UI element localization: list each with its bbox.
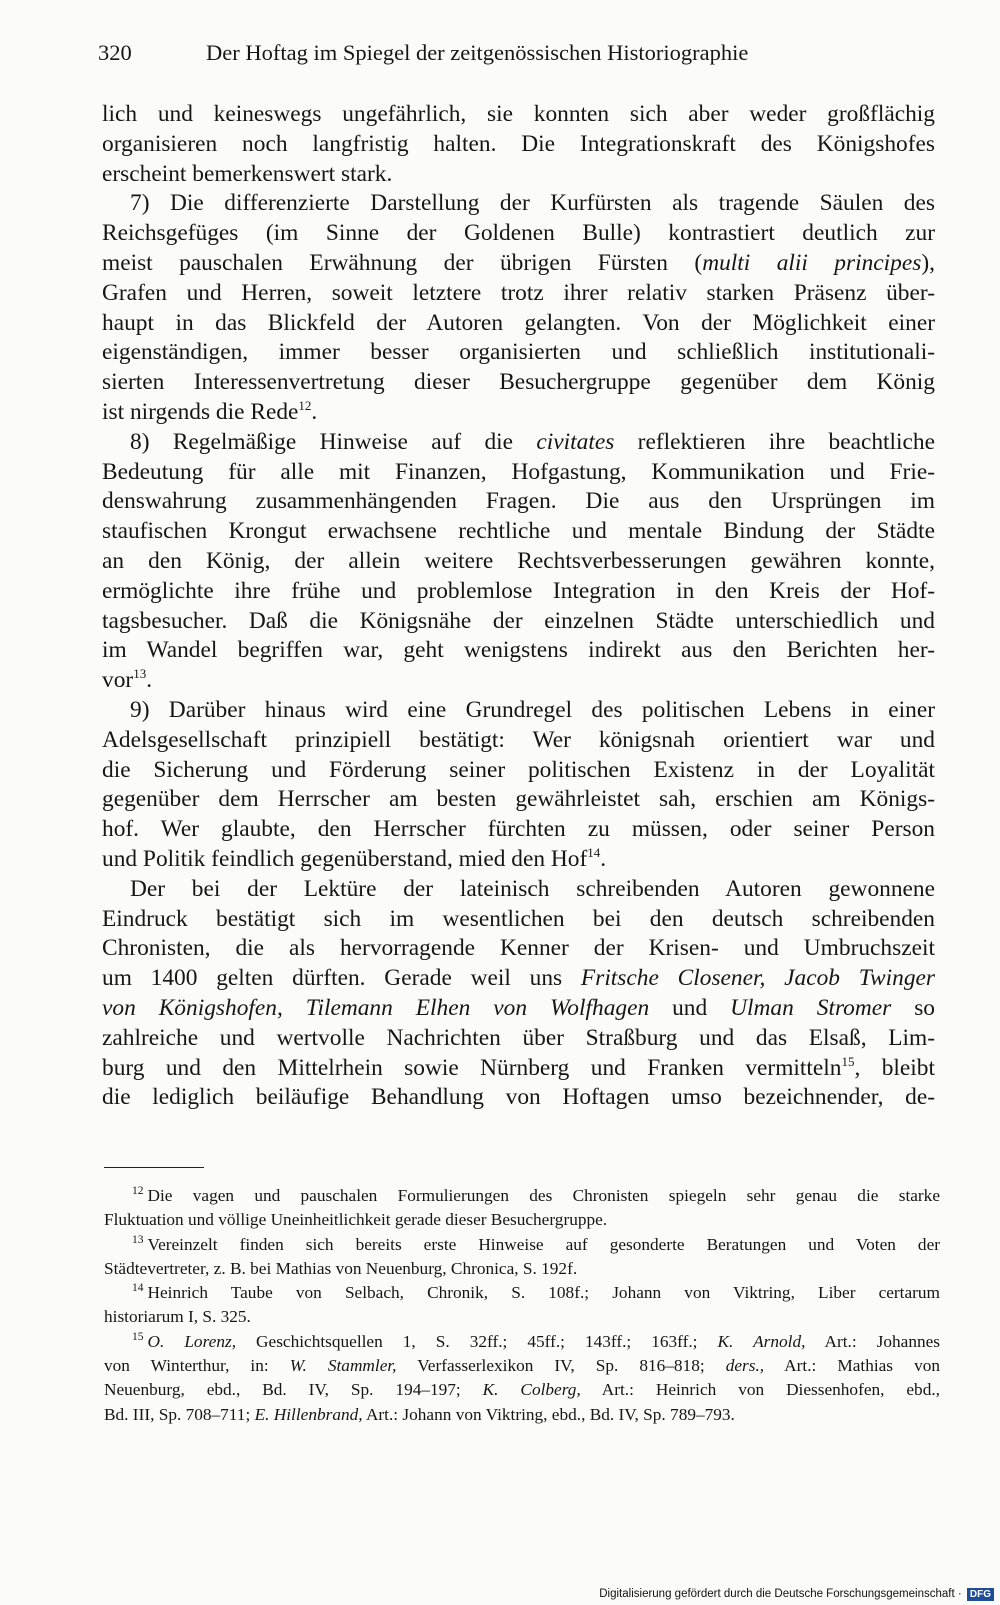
- text-line: tagsbesucher. Daß die Königsnähe der einzelnen Städte unterschiedlich und: [102, 607, 935, 634]
- footnote-line: von Winterthur, in: W. Stammler, Verfasserlexikon IV, Sp. 816–818; ders., Art.: Mathias von: [104, 1356, 940, 1376]
- emphasis: Fritsche Closener, Jacob Twinger: [580, 965, 936, 992]
- text-line: die Sicherung und Förderung seiner politischen Existenz in der Loyalität: [102, 756, 935, 783]
- digitization-note: Digitalisierung gefördert durch die Deutsche Forschungsgemeinschaft ·: [599, 1588, 962, 1600]
- running-title: Der Hoftag im Spiegel der zeitgenössischen Historiographie: [206, 40, 749, 65]
- footnote-line: Fluktuation und völlige Uneinheitlichkeit gerade dieser Besuchergruppe.: [104, 1210, 608, 1230]
- footnote-line: $^{13}$ Vereinzelt finden sich bereits erste Hinweise auf gesonderte Beratungen und Voten der: [132, 1233, 940, 1254]
- text-line: 8) Regelmäßige Hinweise auf die civitates reflektieren ihre beachtliche: [130, 428, 936, 455]
- text-line: vor$^{13}$.: [102, 666, 153, 694]
- text-line: lich und keineswegs ungefährlich, sie konnten sich aber weder großflächig: [102, 101, 935, 127]
- text-line: staufischen Krongut erwachsene rechtliche und mentale Bindung der Städte: [102, 518, 935, 545]
- text-line: 9) Darüber hinaus wird eine Grundregel des politischen Lebens in einer: [130, 696, 935, 723]
- text-line: eigenständigen, immer besser organisierten und schließlich institutionali-: [102, 339, 935, 366]
- text-line: 7) Die differenzierte Darstellung der Kurfürsten als tragende Säulen des: [130, 190, 935, 217]
- author-name: W. Stammler,: [289, 1356, 397, 1376]
- footnote-number: 12: [132, 1185, 144, 1198]
- text-line: Eindruck bestätigt sich im wesentlichen bei den deutsch schreibenden: [102, 905, 935, 932]
- text-line: haupt in das Blickfeld der Autoren gelangten. Von der Möglichkeit einer: [102, 309, 935, 336]
- text-line: Adelsgesellschaft prinzipiell bestätigt: Wer königsnah orientiert war und: [102, 726, 935, 753]
- text-line: burg und den Mittelrhein sowie Nürnberg und Franken vermitteln$^{15}$, bleibt: [102, 1053, 935, 1081]
- dfg-logo: DFG: [967, 1588, 994, 1601]
- footnote-line: $^{12}$ Die vagen und pauschalen Formulierungen des Chronisten spiegeln sehr genau die starke: [132, 1185, 940, 1205]
- text-line: meist pauschalen Erwähnung der übrigen Fürsten (multi alii principes),: [102, 249, 936, 276]
- footnote-ref: 12: [298, 398, 312, 414]
- text-line: erscheint bemerkenswert stark.: [102, 160, 393, 187]
- text-line: und Politik feindlich gegenüberstand, mied den Hof$^{14}$.: [102, 845, 607, 872]
- footnote-line: Neuenburg, ebd., Bd. IV, Sp. 194–197; K. Colberg, Art.: Heinrich von Diessenhofen, ebd.,: [104, 1380, 940, 1400]
- footnote-line: Städtevertreter, z. B. bei Mathias von Neuenburg, Chronica, S. 192f.: [104, 1258, 578, 1278]
- footnote-line: $^{15}$ O. Lorenz, Geschichtsquellen 1, S. 32ff.; 45ff.; 143ff.; 163ff.; K. Arnold, Art.: Johannes: [132, 1331, 941, 1351]
- text-line: Bedeutung für alle mit Finanzen, Hofgastung, Kommunikation und Frie-: [102, 458, 935, 485]
- author-name: K. Arnold,: [717, 1331, 806, 1351]
- footnote-number: 13: [132, 1233, 144, 1246]
- footnote-number: 15: [132, 1331, 144, 1344]
- emphasis: Ulman Stromer: [730, 994, 892, 1021]
- footnote-line: historiarum I, S. 325.: [104, 1307, 251, 1327]
- page-number: 320: [98, 40, 132, 65]
- text-line: Chronisten, die als hervorragende Kenner der Krisen- und Umbruchszeit: [102, 935, 935, 962]
- footnote-line: $^{14}$ Heinrich Taube von Selbach, Chronik, S. 108f.; Johann von Viktring, Liber certarum: [132, 1282, 940, 1303]
- footnote-ref: 13: [133, 666, 147, 682]
- footnote-line: Bd. III, Sp. 708–711; E. Hillenbrand, Art.: Johann von Viktring, ebd., Bd. IV, Sp. 789–793.: [104, 1404, 735, 1424]
- author-name: O. Lorenz,: [147, 1331, 237, 1351]
- author-name: K. Colberg,: [482, 1380, 581, 1400]
- text-line: denswahrung zusammenhängenden Fragen. Die aus den Ursprüngen im: [102, 488, 935, 515]
- text-line: ist nirgends die Rede$^{12}$.: [102, 398, 318, 425]
- author-name: ders.,: [725, 1356, 765, 1376]
- text-line: um 1400 gelten dürften. Gerade weil uns Fritsche Closener, Jacob Twinger: [102, 965, 936, 992]
- text-line: gegenüber dem Herrscher am besten gewährleistet sah, erschien am Königs-: [102, 786, 935, 813]
- footnote-divider: [104, 1167, 204, 1168]
- digitization-footer: [599, 1588, 994, 1601]
- emphasis: multi alii principes: [702, 249, 922, 276]
- text-line: von Königshofen, Tilemann Elhen von Wolfhagen und Ulman Stromer so: [102, 994, 936, 1021]
- footnote-ref: 14: [587, 845, 601, 861]
- footnote-number: 14: [132, 1282, 144, 1295]
- text-line: ermöglichte ihre frühe und problemlose Integration in den Kreis der Hof-: [102, 577, 935, 604]
- text-line: die lediglich beiläufige Behandlung von Hoftagen umso bezeichnender, de-: [102, 1084, 935, 1111]
- footnote-ref: 15: [841, 1053, 855, 1069]
- footnotes: [104, 1184, 940, 1427]
- text-line: organisieren noch langfristig halten. Die Integrationskraft des Königshofes: [102, 130, 935, 157]
- text-line: zahlreiche und wertvolle Nachrichten über Straßburg und das Elsaß, Lim-: [102, 1024, 935, 1051]
- main-text: [102, 100, 935, 1113]
- running-header: [98, 40, 918, 66]
- text-line: Reichsgefüges (im Sinne der Goldenen Bulle) kontrastiert deutlich zur: [102, 220, 935, 247]
- text-line: an den König, der allein weitere Rechtsverbesserungen gewähren konnte,: [102, 547, 935, 574]
- text-line: Grafen und Herren, soweit letztere trotz ihrer relativ starken Präsenz über-: [102, 279, 935, 306]
- author-name: E. Hillenbrand,: [254, 1404, 363, 1424]
- text-line: Der bei der Lektüre der lateinisch schreibenden Autoren gewonnene: [130, 875, 935, 902]
- text-line: sierten Interessenvertretung dieser Besuchergruppe gegenüber dem König: [102, 369, 935, 396]
- emphasis: von Königshofen, Tilemann Elhen von Wolfhagen: [102, 994, 650, 1021]
- text-line: hof. Wer glaubte, den Herrscher fürchten zu müssen, oder seiner Person: [102, 816, 935, 843]
- emphasis: civitates: [536, 428, 615, 455]
- text-line: im Wandel begriffen war, geht wenigstens indirekt aus den Berichten her-: [102, 637, 935, 664]
